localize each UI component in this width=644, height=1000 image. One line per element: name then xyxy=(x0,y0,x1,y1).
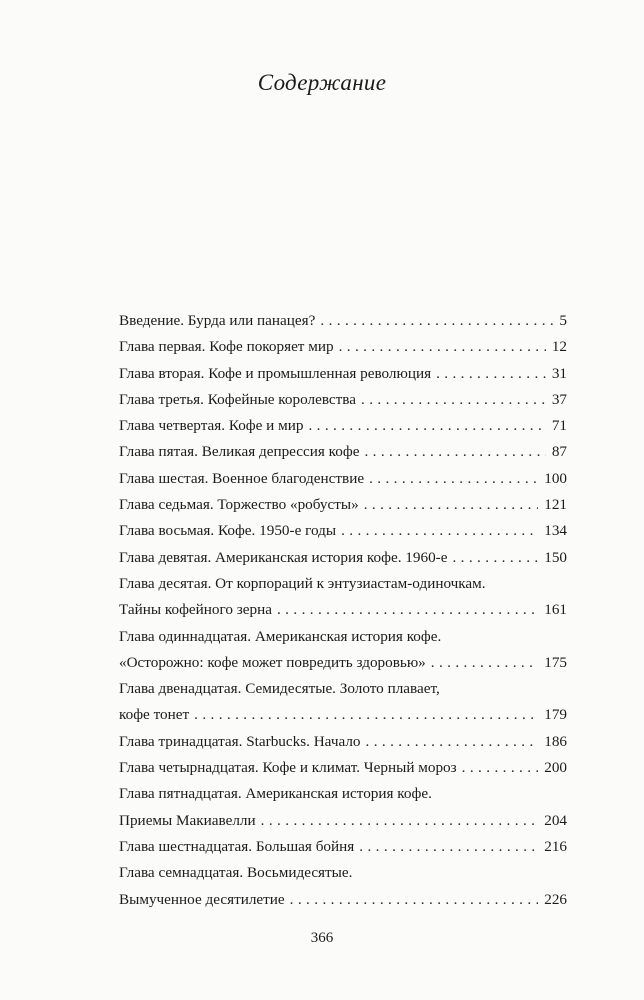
dot-leader xyxy=(290,887,539,913)
toc-entry-leader-line xyxy=(119,466,567,492)
toc-entry-title: Глава четвертая. Кофе и мир xyxy=(119,417,304,435)
toc-entry-page-number: 5 xyxy=(559,312,567,329)
toc-entry xyxy=(119,308,567,334)
toc-entry-page-number: 216 xyxy=(544,837,567,855)
toc-entry-leader-line xyxy=(119,545,567,571)
toc-entry-page-number: 134 xyxy=(544,522,567,540)
dot-leader xyxy=(462,755,539,781)
toc-entry xyxy=(119,413,567,439)
toc-entry-page-number: 87 xyxy=(551,443,567,461)
dot-leader xyxy=(194,702,538,728)
toc-entry xyxy=(119,334,567,360)
toc-entry-page-number: 204 xyxy=(544,811,567,829)
toc-entry-title: Глава четырнадцатая. Кофе и климат. Черный мороз xyxy=(119,759,457,777)
dot-leader xyxy=(364,492,539,518)
toc-entry-leader-line xyxy=(119,518,567,544)
toc-entry-title: Глава шестнадцатая. Большая бойня xyxy=(119,837,355,855)
toc-entry-title: Приемы Макиавелли xyxy=(119,811,256,829)
toc-entry xyxy=(119,834,567,860)
toc-entry-title: Глава пятая. Великая депрессия кофе xyxy=(119,443,360,461)
toc-entry-leader-line xyxy=(119,308,567,334)
toc-entry-leader-line xyxy=(119,597,567,623)
dot-leader xyxy=(369,466,538,492)
dot-leader xyxy=(261,808,539,834)
toc-entry-leader-line xyxy=(119,492,567,518)
dot-leader xyxy=(361,387,546,413)
toc-entry-title: Глава седьмая. Торжество «робусты» xyxy=(119,496,359,514)
toc-entry-leader-line xyxy=(119,413,567,439)
page-title: Содержание xyxy=(257,70,387,95)
dot-leader xyxy=(308,413,545,439)
dot-leader xyxy=(359,834,538,860)
toc-entry xyxy=(119,518,567,544)
toc-entry xyxy=(119,571,567,624)
toc-entry-leader-line xyxy=(119,439,567,465)
toc-entry-page-number: 121 xyxy=(544,496,567,514)
dot-leader xyxy=(341,518,538,544)
dot-leader xyxy=(366,729,539,755)
toc-entry-page-number: 179 xyxy=(544,706,567,724)
toc-entry-title: Глава первая. Кофе покоряет мир xyxy=(119,338,334,356)
dot-leader xyxy=(436,361,546,387)
toc-entry-title: Тайны кофейного зерна xyxy=(119,601,272,619)
toc-entry xyxy=(119,466,567,492)
toc-entry xyxy=(119,624,567,677)
dot-leader xyxy=(364,439,545,465)
toc-entry-leader-line xyxy=(119,834,567,860)
toc-entry-title: Глава третья. Кофейные королевства xyxy=(119,390,356,408)
dot-leader xyxy=(431,650,538,676)
toc-entry-leader-line xyxy=(119,729,567,755)
toc-entry-title: Глава девятая. Американская история кофе. 1960-е xyxy=(119,548,448,566)
toc-entry xyxy=(119,492,567,518)
toc-entry-leader-line xyxy=(119,387,567,413)
toc-entry-leader-line xyxy=(119,755,567,781)
toc-entry-leader-line xyxy=(119,887,567,913)
toc-entry-page-number: 175 xyxy=(544,653,567,671)
toc-entry xyxy=(119,439,567,465)
toc-entry-leader-line xyxy=(119,650,567,676)
toc-entry-leader-line xyxy=(119,334,567,360)
toc-entry-title-line: Глава десятая. От корпораций к энтузиастам-одиночкам. xyxy=(119,574,486,592)
toc-entry-title: кофе тонет xyxy=(119,706,190,724)
toc-entry-title: Глава восьмая. Кофе. 1950-е годы xyxy=(119,522,337,540)
toc-entry xyxy=(119,860,567,913)
dot-leader xyxy=(320,308,553,334)
toc-entry-page-number: 161 xyxy=(544,601,567,619)
toc-entry-page-number: 150 xyxy=(544,548,567,566)
toc-entry-page-number: 12 xyxy=(551,338,567,356)
toc-entry-page-number: 226 xyxy=(544,890,567,908)
toc-entry-leader-line xyxy=(119,808,567,834)
toc-entry-title: Глава вторая. Кофе и промышленная революция xyxy=(119,364,432,382)
toc-entry xyxy=(119,387,567,413)
toc-entry-title: Глава шестая. Военное благоденствие xyxy=(119,469,365,487)
toc-entry xyxy=(119,361,567,387)
dot-leader xyxy=(452,545,538,571)
toc-entry-title-line: Глава пятнадцатая. Американская история кофе. xyxy=(119,785,432,803)
dot-leader xyxy=(277,597,538,623)
toc-entry-title-line: Глава одиннадцатая. Американская история кофе. xyxy=(119,627,442,645)
toc-entry-title: Вымученное десятилетие xyxy=(119,890,285,908)
dot-leader xyxy=(339,334,546,360)
toc-entry-title: Введение. Бурда или панацея? xyxy=(119,312,316,329)
toc-entry xyxy=(119,755,567,781)
toc-entry-page-number: 186 xyxy=(544,732,567,750)
toc-entry-title-line: Глава двенадцатая. Семидесятые. Золото плавает, xyxy=(119,680,440,698)
toc-entry-title-line: Глава семнадцатая. Восьмидесятые. xyxy=(119,864,353,882)
toc-entry-leader-line xyxy=(119,702,567,728)
table-of-contents xyxy=(119,308,567,913)
toc-entry xyxy=(119,729,567,755)
page-number: 366 xyxy=(310,930,334,946)
toc-entry xyxy=(119,545,567,571)
toc-entry xyxy=(119,676,567,729)
toc-entry xyxy=(119,781,567,834)
toc-entry-title: Глава тринадцатая. Starbucks. Начало xyxy=(119,732,361,750)
toc-entry-page-number: 71 xyxy=(551,417,567,435)
toc-entry-title: «Осторожно: кофе может повредить здоровью» xyxy=(119,653,426,671)
toc-entry-page-number: 200 xyxy=(544,759,567,777)
toc-entry-page-number: 31 xyxy=(551,364,567,382)
toc-entry-leader-line xyxy=(119,361,567,387)
toc-entry-page-number: 100 xyxy=(544,469,567,487)
toc-entry-page-number: 37 xyxy=(551,390,567,408)
